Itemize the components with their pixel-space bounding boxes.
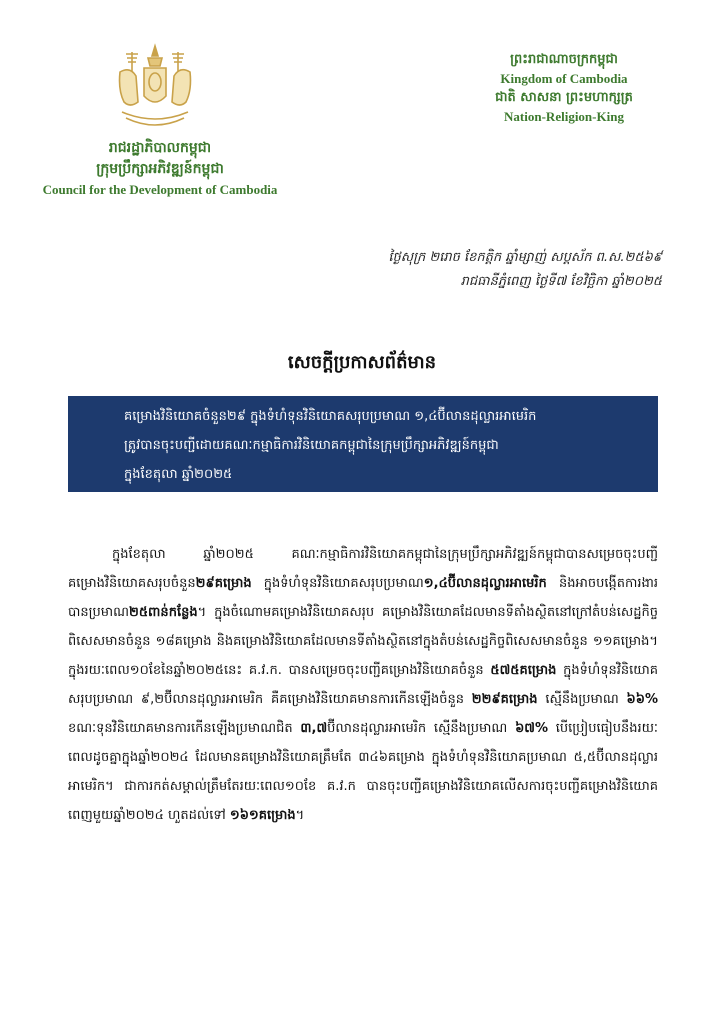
body-text-8: ប៊ីលានដុល្លារអាមេរិក ស្មើនឹងប្រមាណ [327, 721, 516, 736]
body-bold-9: ១៦១គម្រោង [229, 808, 296, 823]
issuer-header [20, 138, 300, 198]
council-name-kh: ក្រុមប្រឹក្សាអភិវឌ្ឍន៍កម្ពុជា [96, 161, 224, 177]
royal-coat-of-arms-icon [100, 42, 210, 134]
body-text-1: ក្នុងខែតុលា ឆ្នាំ២០២៥ គណៈកម្មាធិការវិនិយោគកម្ពុជានៃក្រុមប្រឹក្សាអភិវឌ្ឍន៍កម្ពុជាបានសម្រេចចុះបញ្ជីគម្រោងវិនិយោគសរុបចំនួន [68, 547, 658, 591]
motto-en: Nation-Religion-King [504, 109, 624, 124]
body-bold-6: ៦៦% [626, 692, 658, 707]
body-text-3: និងអាចបង្កើតការងារបានប្រមាណ [68, 576, 658, 620]
body-text-7: ខណៈទុនវិនិយោគមានការកើនឡើងប្រមាណជិត [68, 721, 301, 736]
solar-date: រាជធានីភ្នំពេញ ថ្ងៃទី៧ ខែវិច្ឆិកា ឆ្នាំ២០២៥ [460, 274, 662, 289]
lunar-date: ថ្ងៃសុក្រ ២រោច ខែកត្តិក ឆ្នាំម្សាញ់ សប្តស័ក ព.ស.២៥៦៩ [388, 250, 662, 265]
kingdom-header [454, 50, 674, 126]
page-title: សេចក្តីប្រកាសព័ត៌មាន [287, 352, 437, 373]
body-text-2: ក្នុងទំហំទុនវិនិយោគសរុបប្រមាណ [251, 576, 424, 591]
body-text-9: បើប្រៀបធៀបនឹងរយៈពេលដូចគ្នាក្នុងឆ្នាំ២០២៤ ដែលមានគម្រោងវិនិយោគត្រឹមតែ ៣៤៦គម្រោង ក្នុងទំហំទុនវិនិយោគប្រមាណ ៥,៥ប៊ីលានដុល្លារអាមេរិក។ ជាការកត់សម្គាល់ត្រឹមតែរយៈពេល១០ខែ គ.វ.ក បានចុះបញ្ជីគម្រោងវិនិយោគលើសការចុះបញ្ជីគម្រោងវិនិយោគពេញមួយឆ្នាំ២០២៤ ហួតដល់ទៅ [68, 721, 658, 823]
banner-line-3: ក្នុងខែតុលា ឆ្នាំ២០២៥ [124, 467, 233, 482]
motto-kh: ជាតិ សាសនា ព្រះមហាក្សត្រ [495, 90, 633, 105]
body-bold-3: ២៥ពាន់កន្លែង [129, 605, 198, 620]
council-name-en: Council for the Development of Cambodia [42, 182, 278, 197]
banner-line-1: គម្រោងវិនិយោគចំនួន២៩ ក្នុងទំហំទុនវិនិយោគសរុបប្រមាណ ១,៤ប៊ីលានដុល្លារអាមេរិក [124, 409, 537, 424]
headline-banner [68, 396, 658, 492]
banner-line-2: ត្រូវបានចុះបញ្ជីដោយគណៈកម្មាធិការវិនិយោគកម្ពុជានៃក្រុមប្រឹក្សាអភិវឌ្ឍន៍កម្ពុជា [124, 438, 499, 453]
government-name: រាជរដ្ឋាភិបាលកម្ពុជា [108, 140, 212, 156]
body-bold-1: ២៩គម្រោង [195, 576, 252, 591]
kingdom-name-en: Kingdom of Cambodia [500, 71, 628, 86]
body-bold-8: ៦៧% [515, 721, 548, 736]
body-text-10: ។ [295, 808, 305, 823]
body-bold-7: ៣,៧ [300, 721, 328, 736]
body-text-6: ស្មើនឹងប្រមាណ [537, 692, 627, 707]
date-block [388, 246, 662, 294]
body-bold-5: ២២៩គម្រោង [471, 692, 538, 707]
body-bold-4: ៥៧៥គម្រោង [490, 663, 557, 678]
body-bold-2: ១,៤ប៊ីលានដុល្លារអាមេរិក [423, 576, 547, 591]
press-release-body [68, 540, 658, 830]
body-text-4: ។ ក្នុងចំណោមគម្រោងវិនិយោគសរុប គម្រោងវិនិយោគដែលមានទីតាំងស្ថិតនៅក្រៅតំបន់សេដ្ឋកិច្ចពិសេសមានចំនួន ១៨គម្រោង និងគម្រោងវិនិយោគដែលមានទីតាំងស្ថិតនៅក្នុងតំបន់សេដ្ឋកិច្ចពិសេសមានចំនួន ១១គម្រោង។ ក្នុងរយៈពេល១០ខែនៃឆ្នាំ២០២៥នេះ គ.វ.ក. បានសម្រេចចុះបញ្ជីគម្រោងវិនិយោគចំនួន [68, 605, 658, 678]
kingdom-name-kh: ព្រះរាជាណាចក្រកម្ពុជា [510, 52, 618, 67]
body-text-5: ក្នុងទំហំទុនវិនិយោគសរុបប្រមាណ ៩,២ប៊ីលានដុល្លារអាមេរិក គឺគម្រោងវិនិយោគមានការកើនឡើងចំនួន [68, 663, 658, 707]
